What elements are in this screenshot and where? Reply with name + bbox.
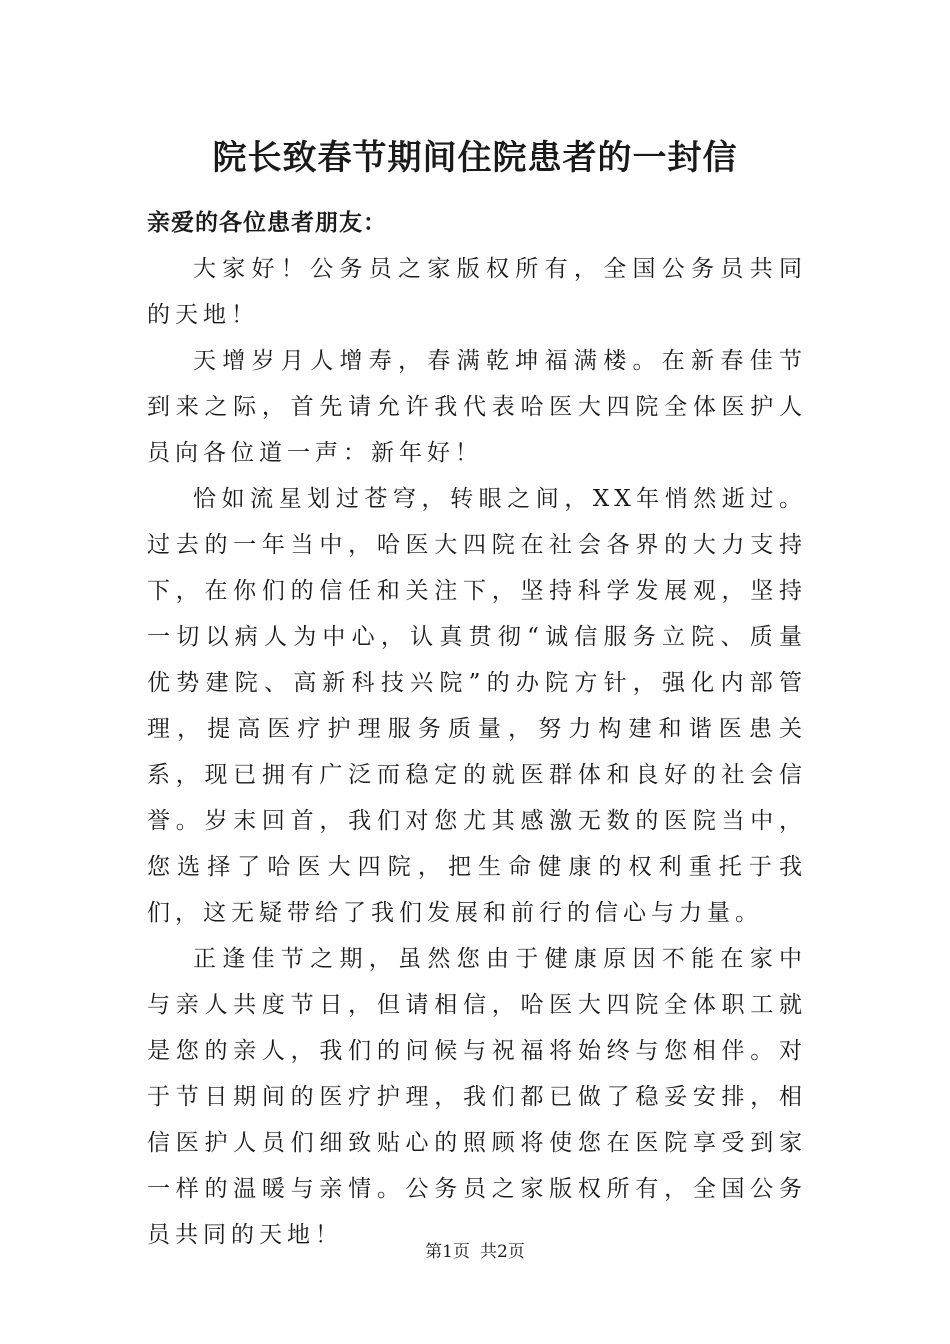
paragraph-4: 正逢佳节之期，虽然您由于健康原因不能在家中与亲人共度节日，但请相信，哈医大四院全体职工就是您的亲人，我们的问候与祝福将始终与您相伴。对于节日期间的医疗护理，我们都已做了稳妥安排，相信医护人员们细致贴心的照顾将使您在医院享受到家一样的温暖与亲情。公务员之家版权所有，全国公务员共同的天地！: [147, 946, 807, 1248]
paragraph-3: 恰如流星划过苍穹，转眼之间，XX年悄然逝过。过去的一年当中，哈医大四院在社会各界的大力支持下，在你们的信任和关注下，坚持科学发展观，坚持一切以病人为中心，认真贯彻“诚信服务立院、质量优势建院、高新科技兴院”的办院方针，强化内部管理，提高医疗护理服务质量，努力构建和谐医患关系，现已拥有广泛而稳定的就医群体和良好的社会信誉。岁末回首，我们对您尤其感激无数的医院当中，您选择了哈医大四院，把生命健康的权利重托于我们，这无疑带给了我们发展和前行的信心与力量。: [147, 486, 807, 926]
page-number: 第1页: [425, 1242, 470, 1262]
page-footer: [0, 1240, 950, 1264]
document-title: 院长致春节期间住院患者的一封信: [212, 138, 738, 178]
letter-body: [147, 200, 807, 1258]
paragraph-2: 天增岁月人增寿，春满乾坤福满楼。在新春佳节到来之际，首先请允许我代表哈医大四院全体医护人员向各位道一声：新年好！: [147, 348, 807, 466]
salutation: 亲爱的各位患者朋友：: [147, 209, 387, 236]
page-total: 共2页: [480, 1242, 525, 1262]
paragraph-1: 大家好！公务员之家版权所有，全国公务员共同的天地！: [147, 256, 807, 328]
